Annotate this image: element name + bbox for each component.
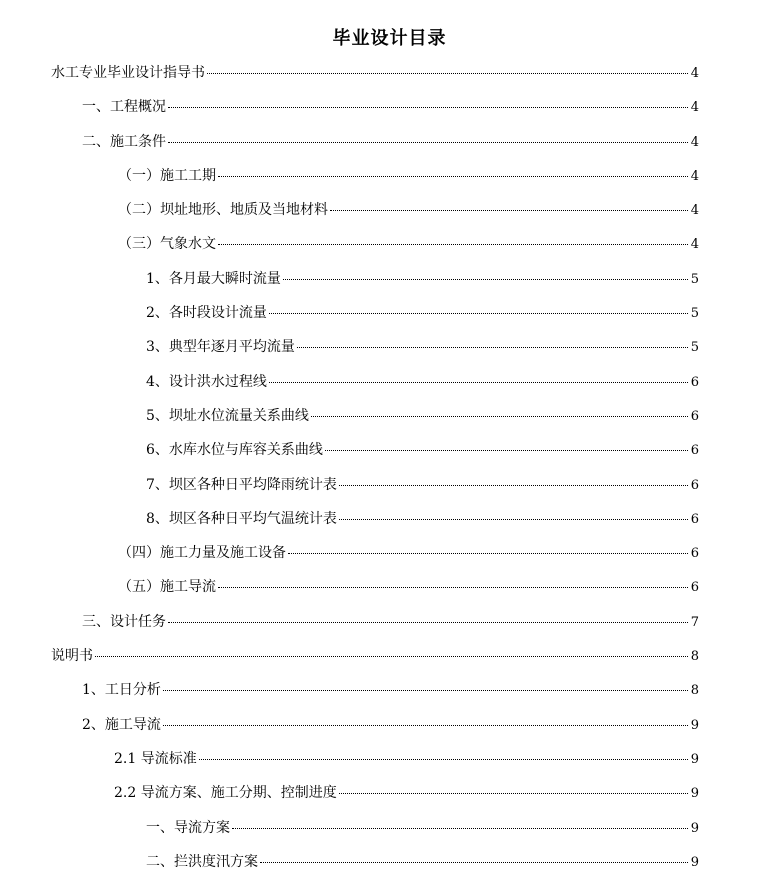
toc-entry-label: 2、各时段设计流量	[146, 305, 267, 322]
toc-entry-label: 三、设计任务	[82, 613, 166, 630]
toc-entry-page: 5	[690, 271, 699, 287]
toc-entry-label: （一）施工工期	[118, 167, 216, 184]
dot-leader	[218, 587, 688, 588]
toc-entry	[0, 536, 779, 570]
toc-entry-page: 4	[690, 134, 699, 150]
toc-entry	[0, 365, 779, 399]
toc-entry	[0, 330, 779, 364]
toc-entry	[0, 673, 779, 707]
toc-entry-page: 4	[690, 100, 699, 116]
toc-entry-page: 9	[690, 751, 699, 767]
dot-leader	[297, 347, 688, 348]
dot-leader	[163, 690, 688, 691]
toc-entry-page: 9	[690, 786, 699, 802]
toc-entry-label: 2.1 导流标准	[114, 750, 197, 767]
toc-entry-label: 一、工程概况	[82, 99, 166, 116]
dot-leader	[218, 176, 688, 177]
toc-entry-label: 7、坝区各种日平均降雨统计表	[146, 476, 337, 493]
toc-entry-page: 7	[690, 614, 699, 630]
toc-entry-label: 2、施工导流	[82, 716, 161, 733]
toc-entry-label: 2.2 导流方案、施工分期、控制进度	[114, 785, 337, 802]
dot-leader	[163, 725, 688, 726]
toc-entry-page: 6	[690, 477, 699, 493]
toc-entry-label: （二）坝址地形、地质及当地材料	[118, 202, 328, 219]
toc-entry	[0, 159, 779, 193]
toc-entry	[0, 708, 779, 742]
toc-entry-label: 说明书	[51, 648, 93, 665]
toc-entry	[0, 296, 779, 330]
toc-entry-page: 8	[690, 683, 699, 699]
toc-entry-label: 一、导流方案	[146, 819, 230, 836]
toc-entry-label: 二、施工条件	[82, 133, 166, 150]
dot-leader	[168, 142, 688, 143]
toc-entry	[0, 605, 779, 639]
dot-leader	[168, 107, 688, 108]
toc-entry-page: 9	[690, 717, 699, 733]
toc-entry-page: 6	[690, 511, 699, 527]
toc-entry	[0, 56, 779, 90]
dot-leader	[339, 485, 688, 486]
dot-leader	[199, 759, 688, 760]
toc-entry	[0, 90, 779, 124]
toc-entry-label: （四）施工力量及施工设备	[118, 545, 286, 562]
toc-entry-label: 1、各月最大瞬时流量	[146, 270, 281, 287]
dot-leader	[283, 279, 688, 280]
toc-entry	[0, 227, 779, 261]
toc-entry-page: 4	[690, 168, 699, 184]
toc-entry-page: 4	[690, 203, 699, 219]
toc-entry-label: （三）气象水文	[118, 236, 216, 253]
toc-entry-label: 二、拦洪度汛方案	[146, 853, 258, 870]
toc-entry-page: 4	[690, 237, 699, 253]
toc-entry	[0, 433, 779, 467]
toc-entry	[0, 639, 779, 673]
dot-leader	[168, 622, 688, 623]
toc-entry-page: 6	[690, 546, 699, 562]
toc-entry-page: 9	[690, 820, 699, 836]
toc-entry-label: 4、设计洪水过程线	[146, 373, 267, 390]
dot-leader	[339, 793, 688, 794]
dot-leader	[325, 450, 688, 451]
toc-entry-label: （五）施工导流	[118, 579, 216, 596]
toc-entry-page: 6	[690, 408, 699, 424]
dot-leader	[288, 553, 688, 554]
dot-leader	[207, 73, 688, 74]
toc-entry-page: 8	[690, 649, 699, 665]
toc-entry	[0, 845, 779, 879]
toc-entry-label: 5、坝址水位流量关系曲线	[146, 407, 309, 424]
toc-entry-page: 5	[690, 340, 699, 356]
toc-entry-label: 水工专业毕业设计指导书	[51, 65, 205, 81]
toc-entry-page: 9	[690, 854, 699, 870]
toc-entry-page: 6	[690, 443, 699, 459]
dot-leader	[330, 210, 688, 211]
dot-leader	[95, 656, 688, 657]
toc-entry-label: 8、坝区各种日平均气温统计表	[146, 510, 337, 527]
toc-entry	[0, 468, 779, 502]
toc-entry-page: 4	[690, 66, 699, 81]
toc-entry	[0, 811, 779, 845]
toc-entry-page: 6	[690, 580, 699, 596]
dot-leader	[232, 828, 688, 829]
toc-entry	[0, 776, 779, 810]
dot-leader	[339, 519, 688, 520]
toc-entry-label: 1、工日分析	[82, 682, 161, 699]
toc-entry	[0, 399, 779, 433]
dot-leader	[269, 313, 688, 314]
toc-entry-page: 6	[690, 374, 699, 390]
table-of-contents	[0, 56, 779, 879]
toc-entry	[0, 262, 779, 296]
toc-entry	[0, 570, 779, 604]
toc-entry-page: 5	[690, 306, 699, 322]
dot-leader	[269, 382, 688, 383]
toc-entry-label: 6、水库水位与库容关系曲线	[146, 442, 323, 459]
toc-entry	[0, 193, 779, 227]
toc-entry	[0, 125, 779, 159]
dot-leader	[311, 416, 688, 417]
toc-entry	[0, 742, 779, 776]
dot-leader	[218, 244, 688, 245]
dot-leader	[260, 862, 688, 863]
toc-entry	[0, 502, 779, 536]
toc-entry-label: 3、典型年逐月平均流量	[146, 339, 295, 356]
page-title: 毕业设计目录	[332, 28, 447, 49]
